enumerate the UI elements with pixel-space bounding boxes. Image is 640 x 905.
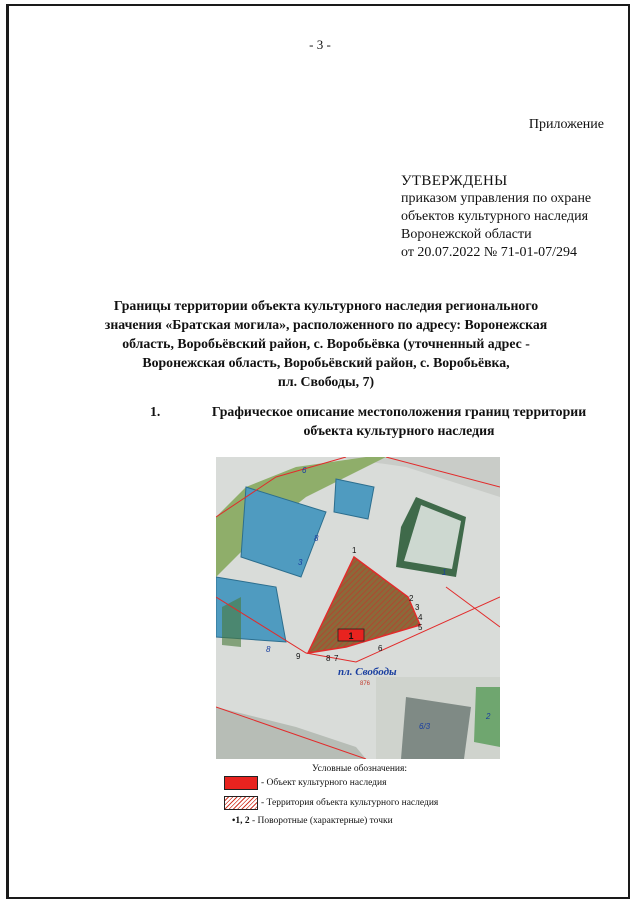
boundary-map (216, 457, 500, 759)
legend-swatch-object (224, 776, 258, 790)
building-number: 1 (442, 568, 447, 577)
map-building-gray (401, 697, 471, 759)
approval-block (401, 172, 591, 262)
legend-label: - Объект культурного наследия (261, 778, 387, 788)
approval-head: УТВЕРЖДЕНЫ (401, 173, 508, 189)
section-number: 1. (150, 404, 161, 419)
document-title (86, 296, 566, 391)
boundary-point-label: 5 (418, 623, 423, 632)
section-heading (150, 402, 610, 440)
boundary-point-label: 9 (296, 652, 301, 661)
title-line: Границы территории объекта культурного наследия регионального (113, 298, 539, 313)
legend-label: - Поворотные (характерные) точки (249, 816, 393, 826)
title-line: область, Воробьёвский район, с. Воробьёвка (уточненный адрес - (122, 336, 530, 351)
boundary-point-label: 6 (378, 644, 383, 653)
legend-label: - Территория объекта культурного наследия (261, 798, 439, 808)
building-number: 3 (298, 558, 303, 567)
legend-item-points (232, 816, 393, 826)
building-number: 6 (302, 466, 307, 475)
building-number: 8 (266, 645, 271, 654)
legend-item-object (224, 776, 386, 790)
legend-title: Условные обозначения: (312, 764, 408, 774)
heritage-object-label: 1 (348, 631, 354, 641)
boundary-point-label: 2 (409, 594, 414, 603)
legend-points-prefix: •1, 2 (232, 816, 250, 826)
section-line: Графическое описание местоположения границ территории (211, 404, 587, 419)
title-line: Воронежская область, Воробьёвский район, с. Воробьёвка, (142, 355, 510, 370)
title-line: пл. Свободы, 7) (277, 374, 375, 389)
building-number: 8 (314, 534, 319, 543)
square-label: пл. Свободы (338, 666, 397, 678)
square-cadastral-number: 876 (360, 681, 371, 687)
legend-swatch-territory (224, 796, 258, 810)
legend-item-territory (224, 796, 438, 810)
boundary-point-label: 1 (352, 546, 357, 555)
title-line: значения «Братская могила», расположенного по адресу: Воронежская (104, 317, 548, 332)
approval-line: объектов культурного наследия (401, 209, 589, 224)
approval-line: Воронежской области (401, 227, 532, 242)
boundary-point-label: 7 (334, 654, 339, 663)
building-number: 2 (486, 712, 491, 721)
boundary-point-label: 3 (415, 603, 420, 612)
appendix-label: Приложение (528, 117, 604, 132)
page-number: - 3 - (309, 37, 331, 52)
approval-line: приказом управления по охране (401, 191, 592, 206)
boundary-point-label: 4 (418, 613, 423, 622)
building-number: 6/3 (419, 722, 431, 731)
approval-line: от 20.07.2022 № 71-01-07/294 (401, 245, 578, 260)
section-line: объекта культурного наследия (303, 423, 495, 438)
boundary-point-label: 8 (326, 654, 331, 663)
